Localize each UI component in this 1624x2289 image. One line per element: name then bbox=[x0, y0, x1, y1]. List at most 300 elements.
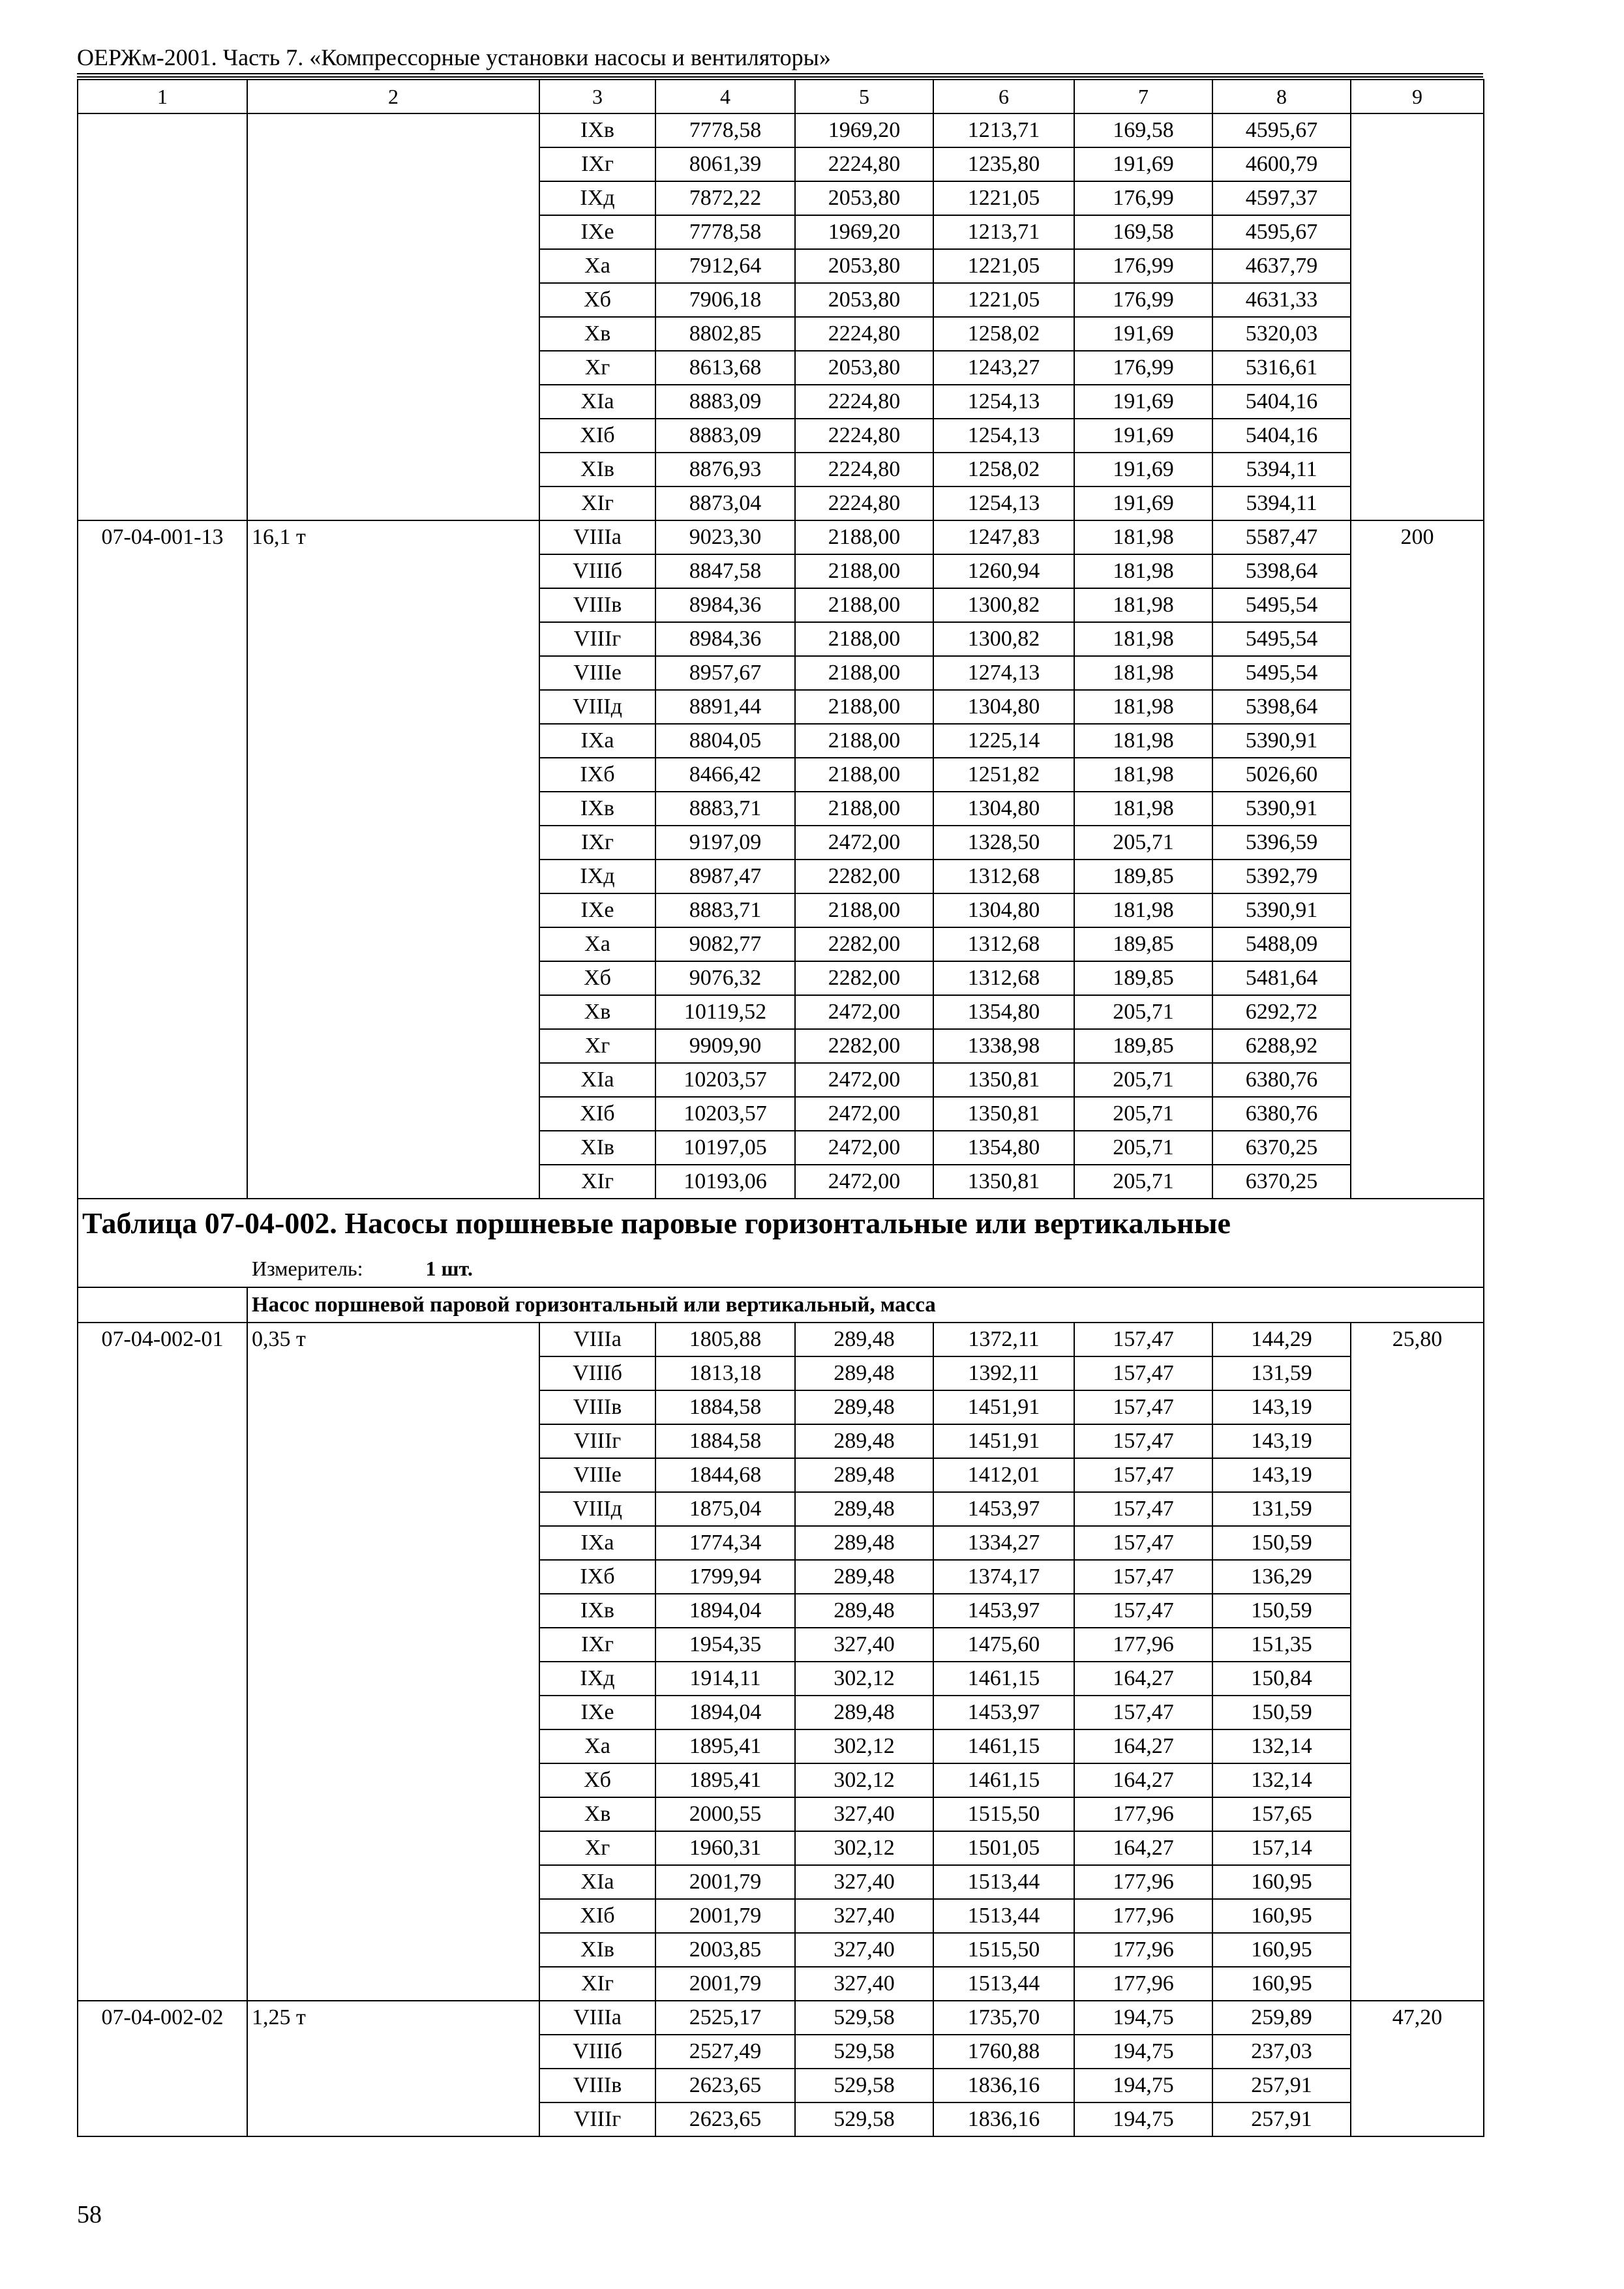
value-cell: 177,96 bbox=[1074, 1865, 1212, 1899]
value-cell: 302,12 bbox=[795, 1763, 933, 1797]
value-cell: 327,40 bbox=[795, 1628, 933, 1662]
value-cell: 5394,11 bbox=[1212, 453, 1351, 486]
value-cell: 2472,00 bbox=[795, 995, 933, 1029]
value-cell: 1243,27 bbox=[933, 351, 1074, 385]
value-cell: 2472,00 bbox=[795, 1063, 933, 1097]
value-cell: 164,27 bbox=[1074, 1662, 1212, 1696]
value-cell: 1334,27 bbox=[933, 1526, 1074, 1560]
value-cell: 205,71 bbox=[1074, 995, 1212, 1029]
value-cell: 1258,02 bbox=[933, 317, 1074, 351]
value-cell: 150,59 bbox=[1212, 1696, 1351, 1729]
zone-cell: IXд bbox=[539, 860, 655, 893]
value-cell: 2282,00 bbox=[795, 961, 933, 995]
value-cell: 2224,80 bbox=[795, 453, 933, 486]
header-rule bbox=[77, 76, 1483, 78]
value-cell: 7912,64 bbox=[655, 249, 795, 283]
value-cell: 8061,39 bbox=[655, 147, 795, 181]
value-cell: 1875,04 bbox=[655, 1492, 795, 1526]
value-cell: 157,65 bbox=[1212, 1797, 1351, 1831]
value-cell: 6380,76 bbox=[1212, 1063, 1351, 1097]
zone-cell: VIIIа bbox=[539, 1323, 655, 1356]
value-cell: 132,14 bbox=[1212, 1763, 1351, 1797]
value-cell: 10203,57 bbox=[655, 1097, 795, 1131]
value-cell: 289,48 bbox=[795, 1594, 933, 1628]
zone-cell: VIIIв bbox=[539, 588, 655, 622]
value-cell: 2003,85 bbox=[655, 1933, 795, 1967]
value-cell: 8873,04 bbox=[655, 486, 795, 520]
header-rule bbox=[77, 73, 1483, 74]
value-cell: 1453,97 bbox=[933, 1594, 1074, 1628]
value-cell: 6370,25 bbox=[1212, 1165, 1351, 1199]
zone-cell: XIа bbox=[539, 1063, 655, 1097]
value-cell: 8883,09 bbox=[655, 385, 795, 419]
value-cell: 8957,67 bbox=[655, 656, 795, 690]
value-cell: 1274,13 bbox=[933, 656, 1074, 690]
value-cell: 5398,64 bbox=[1212, 554, 1351, 588]
value-cell: 1254,13 bbox=[933, 486, 1074, 520]
zone-cell: VIIIг bbox=[539, 1424, 655, 1458]
value-cell: 1844,68 bbox=[655, 1458, 795, 1492]
value-cell: 191,69 bbox=[1074, 317, 1212, 351]
value-cell: 2472,00 bbox=[795, 1097, 933, 1131]
value-cell: 2282,00 bbox=[795, 860, 933, 893]
zone-cell: IXа bbox=[539, 1526, 655, 1560]
value-cell: 10203,57 bbox=[655, 1063, 795, 1097]
value-cell: 6380,76 bbox=[1212, 1097, 1351, 1131]
value-cell: 181,98 bbox=[1074, 893, 1212, 927]
value-cell: 2527,49 bbox=[655, 2035, 795, 2069]
value-cell: 1392,11 bbox=[933, 1356, 1074, 1390]
value-cell: 5404,16 bbox=[1212, 419, 1351, 453]
value-cell: 2472,00 bbox=[795, 826, 933, 860]
zone-cell: XIв bbox=[539, 1131, 655, 1165]
value-cell: 1304,80 bbox=[933, 690, 1074, 724]
value-cell: 8883,71 bbox=[655, 792, 795, 826]
value-cell: 1304,80 bbox=[933, 893, 1074, 927]
value-cell: 151,35 bbox=[1212, 1628, 1351, 1662]
value-cell: 5495,54 bbox=[1212, 588, 1351, 622]
zone-cell: VIIIд bbox=[539, 1492, 655, 1526]
value-cell: 289,48 bbox=[795, 1560, 933, 1594]
zone-cell: IXв bbox=[539, 113, 655, 147]
value-cell: 1221,05 bbox=[933, 283, 1074, 317]
value-cell: 302,12 bbox=[795, 1831, 933, 1865]
value-cell: 2472,00 bbox=[795, 1165, 933, 1199]
zone-cell: IXе bbox=[539, 893, 655, 927]
value-cell: 2188,00 bbox=[795, 690, 933, 724]
value-cell: 8883,09 bbox=[655, 419, 795, 453]
page-number: 58 bbox=[77, 2201, 102, 2228]
value-cell: 176,99 bbox=[1074, 351, 1212, 385]
value-cell: 1513,44 bbox=[933, 1899, 1074, 1933]
value-cell: 327,40 bbox=[795, 1865, 933, 1899]
rate-code bbox=[78, 113, 247, 520]
page-header: ОЕРЖм-2001. Часть 7. «Компрессорные установки насосы и вентиляторы» bbox=[77, 44, 831, 70]
value-cell: 5316,61 bbox=[1212, 351, 1351, 385]
value-cell: 157,47 bbox=[1074, 1696, 1212, 1729]
value-cell: 2224,80 bbox=[795, 147, 933, 181]
table-title: Таблица 07-04-002. Насосы поршневые паровые горизонтальные или вертикальные bbox=[82, 1206, 1231, 1240]
value-cell: 1254,13 bbox=[933, 385, 1074, 419]
value-cell: 4597,37 bbox=[1212, 181, 1351, 215]
value-cell: 1884,58 bbox=[655, 1390, 795, 1424]
value-cell: 1799,94 bbox=[655, 1560, 795, 1594]
value-cell: 5390,91 bbox=[1212, 893, 1351, 927]
zone-cell: Xа bbox=[539, 1729, 655, 1763]
value-cell: 2224,80 bbox=[795, 419, 933, 453]
value-cell: 10119,52 bbox=[655, 995, 795, 1029]
value-cell: 1260,94 bbox=[933, 554, 1074, 588]
value-cell: 1475,60 bbox=[933, 1628, 1074, 1662]
value-cell: 289,48 bbox=[795, 1696, 933, 1729]
value-cell: 2224,80 bbox=[795, 486, 933, 520]
value-cell: 1254,13 bbox=[933, 419, 1074, 453]
zone-cell: VIIIб bbox=[539, 2035, 655, 2069]
value-cell: 1304,80 bbox=[933, 792, 1074, 826]
zone-cell: XIг bbox=[539, 486, 655, 520]
value-cell: 8883,71 bbox=[655, 893, 795, 927]
value-cell: 9082,77 bbox=[655, 927, 795, 961]
zone-cell: Xб bbox=[539, 1763, 655, 1797]
value-cell: 160,95 bbox=[1212, 1967, 1351, 2001]
value-cell: 1451,91 bbox=[933, 1424, 1074, 1458]
value-cell: 177,96 bbox=[1074, 1933, 1212, 1967]
value-cell: 1235,80 bbox=[933, 147, 1074, 181]
rate-last-col: 47,20 bbox=[1351, 2001, 1484, 2136]
value-cell: 157,14 bbox=[1212, 1831, 1351, 1865]
value-cell: 181,98 bbox=[1074, 792, 1212, 826]
value-cell: 1954,35 bbox=[655, 1628, 795, 1662]
column-number: 1 bbox=[78, 80, 247, 113]
zone-cell: Xб bbox=[539, 961, 655, 995]
measure-cell bbox=[78, 1251, 1484, 1287]
zone-cell: Xв bbox=[539, 1797, 655, 1831]
value-cell: 4631,33 bbox=[1212, 283, 1351, 317]
value-cell: 2188,00 bbox=[795, 758, 933, 792]
value-cell: 2188,00 bbox=[795, 554, 933, 588]
value-cell: 1453,97 bbox=[933, 1492, 1074, 1526]
value-cell: 2282,00 bbox=[795, 927, 933, 961]
value-cell: 157,47 bbox=[1074, 1390, 1212, 1424]
value-cell: 529,58 bbox=[795, 2001, 933, 2035]
value-cell: 257,91 bbox=[1212, 2069, 1351, 2102]
value-cell: 189,85 bbox=[1074, 860, 1212, 893]
value-cell: 189,85 bbox=[1074, 927, 1212, 961]
table-row bbox=[78, 2001, 1484, 2035]
zone-cell: VIIIб bbox=[539, 1356, 655, 1390]
value-cell: 8984,36 bbox=[655, 622, 795, 656]
zone-cell: XIа bbox=[539, 1865, 655, 1899]
value-cell: 136,29 bbox=[1212, 1560, 1351, 1594]
value-cell: 1338,98 bbox=[933, 1029, 1074, 1063]
value-cell: 160,95 bbox=[1212, 1933, 1351, 1967]
value-cell: 177,96 bbox=[1074, 1967, 1212, 2001]
value-cell: 157,47 bbox=[1074, 1560, 1212, 1594]
value-cell: 1350,81 bbox=[933, 1063, 1074, 1097]
value-cell: 181,98 bbox=[1074, 758, 1212, 792]
zone-cell: IXг bbox=[539, 147, 655, 181]
value-cell: 6288,92 bbox=[1212, 1029, 1351, 1063]
zone-cell: XIб bbox=[539, 1899, 655, 1933]
value-cell: 157,47 bbox=[1074, 1594, 1212, 1628]
value-cell: 2623,65 bbox=[655, 2102, 795, 2136]
value-cell: 1213,71 bbox=[933, 215, 1074, 249]
value-cell: 181,98 bbox=[1074, 724, 1212, 758]
value-cell: 5404,16 bbox=[1212, 385, 1351, 419]
value-cell: 1453,97 bbox=[933, 1696, 1074, 1729]
value-cell: 302,12 bbox=[795, 1729, 933, 1763]
value-cell: 181,98 bbox=[1074, 622, 1212, 656]
value-cell: 1836,16 bbox=[933, 2102, 1074, 2136]
value-cell: 150,59 bbox=[1212, 1526, 1351, 1560]
value-cell: 327,40 bbox=[795, 1899, 933, 1933]
value-cell: 8891,44 bbox=[655, 690, 795, 724]
value-cell: 177,96 bbox=[1074, 1628, 1212, 1662]
value-cell: 1328,50 bbox=[933, 826, 1074, 860]
value-cell: 143,19 bbox=[1212, 1424, 1351, 1458]
rate-mass: 0,35 т bbox=[247, 1323, 539, 2001]
zone-cell: IXб bbox=[539, 758, 655, 792]
value-cell: 132,14 bbox=[1212, 1729, 1351, 1763]
value-cell: 1354,80 bbox=[933, 1131, 1074, 1165]
value-cell: 2188,00 bbox=[795, 724, 933, 758]
value-cell: 1350,81 bbox=[933, 1097, 1074, 1131]
table-row bbox=[78, 520, 1484, 554]
value-cell: 205,71 bbox=[1074, 1131, 1212, 1165]
value-cell: 6370,25 bbox=[1212, 1131, 1351, 1165]
value-cell: 5396,59 bbox=[1212, 826, 1351, 860]
rate-last-col bbox=[1351, 113, 1484, 520]
value-cell: 160,95 bbox=[1212, 1899, 1351, 1933]
zone-cell: XIб bbox=[539, 419, 655, 453]
value-cell: 157,47 bbox=[1074, 1458, 1212, 1492]
value-cell: 1805,88 bbox=[655, 1323, 795, 1356]
value-cell: 1461,15 bbox=[933, 1763, 1074, 1797]
value-cell: 5390,91 bbox=[1212, 724, 1351, 758]
value-cell: 176,99 bbox=[1074, 181, 1212, 215]
value-cell: 4595,67 bbox=[1212, 215, 1351, 249]
value-cell: 181,98 bbox=[1074, 656, 1212, 690]
value-cell: 1221,05 bbox=[933, 181, 1074, 215]
value-cell: 144,29 bbox=[1212, 1323, 1351, 1356]
value-cell: 529,58 bbox=[795, 2035, 933, 2069]
rate-mass: 1,25 т bbox=[247, 2001, 539, 2136]
zone-cell: XIв bbox=[539, 453, 655, 486]
value-cell: 5481,64 bbox=[1212, 961, 1351, 995]
value-cell: 2053,80 bbox=[795, 181, 933, 215]
zone-cell: IXе bbox=[539, 215, 655, 249]
rate-mass bbox=[247, 113, 539, 520]
value-cell: 8987,47 bbox=[655, 860, 795, 893]
zone-cell: VIIIв bbox=[539, 2069, 655, 2102]
zone-cell: IXб bbox=[539, 1560, 655, 1594]
value-cell: 205,71 bbox=[1074, 1063, 1212, 1097]
value-cell: 289,48 bbox=[795, 1424, 933, 1458]
zone-cell: VIIIб bbox=[539, 554, 655, 588]
value-cell: 8613,68 bbox=[655, 351, 795, 385]
value-cell: 327,40 bbox=[795, 1933, 933, 1967]
value-cell: 1312,68 bbox=[933, 927, 1074, 961]
value-cell: 189,85 bbox=[1074, 961, 1212, 995]
value-cell: 191,69 bbox=[1074, 453, 1212, 486]
zone-cell: Xг bbox=[539, 1029, 655, 1063]
value-cell: 205,71 bbox=[1074, 1165, 1212, 1199]
value-cell: 2001,79 bbox=[655, 1865, 795, 1899]
value-cell: 2525,17 bbox=[655, 2001, 795, 2035]
value-cell: 1884,58 bbox=[655, 1424, 795, 1458]
column-number: 8 bbox=[1212, 80, 1351, 113]
value-cell: 327,40 bbox=[795, 1797, 933, 1831]
value-cell: 5392,79 bbox=[1212, 860, 1351, 893]
zone-cell: VIIIа bbox=[539, 2001, 655, 2035]
zone-cell: VIIIг bbox=[539, 2102, 655, 2136]
value-cell: 181,98 bbox=[1074, 690, 1212, 724]
value-cell: 2001,79 bbox=[655, 1899, 795, 1933]
value-cell: 181,98 bbox=[1074, 588, 1212, 622]
zone-cell: XIг bbox=[539, 1967, 655, 2001]
rate-mass: 16,1 т bbox=[247, 520, 539, 1199]
value-cell: 289,48 bbox=[795, 1356, 933, 1390]
value-cell: 1461,15 bbox=[933, 1662, 1074, 1696]
zone-cell: IXд bbox=[539, 1662, 655, 1696]
value-cell: 2053,80 bbox=[795, 351, 933, 385]
value-cell: 169,58 bbox=[1074, 113, 1212, 147]
value-cell: 289,48 bbox=[795, 1492, 933, 1526]
value-cell: 2188,00 bbox=[795, 656, 933, 690]
value-cell: 7872,22 bbox=[655, 181, 795, 215]
zone-cell: Xг bbox=[539, 351, 655, 385]
value-cell: 191,69 bbox=[1074, 147, 1212, 181]
value-cell: 4600,79 bbox=[1212, 147, 1351, 181]
value-cell: 176,99 bbox=[1074, 249, 1212, 283]
value-cell: 9909,90 bbox=[655, 1029, 795, 1063]
value-cell: 191,69 bbox=[1074, 385, 1212, 419]
column-number: 2 bbox=[247, 80, 539, 113]
value-cell: 157,47 bbox=[1074, 1492, 1212, 1526]
table-title-row bbox=[78, 1199, 1484, 1251]
value-cell: 1372,11 bbox=[933, 1323, 1074, 1356]
value-cell: 1895,41 bbox=[655, 1763, 795, 1797]
zone-cell: XIа bbox=[539, 385, 655, 419]
table-row bbox=[78, 1323, 1484, 1356]
value-cell: 194,75 bbox=[1074, 2102, 1212, 2136]
table-title-cell bbox=[78, 1199, 1484, 1251]
rate-last-col: 25,80 bbox=[1351, 1323, 1484, 2001]
value-cell: 1513,44 bbox=[933, 1865, 1074, 1899]
value-cell: 8804,05 bbox=[655, 724, 795, 758]
value-cell: 1461,15 bbox=[933, 1729, 1074, 1763]
value-cell: 6292,72 bbox=[1212, 995, 1351, 1029]
value-cell: 2623,65 bbox=[655, 2069, 795, 2102]
value-cell: 169,58 bbox=[1074, 215, 1212, 249]
value-cell: 2188,00 bbox=[795, 622, 933, 656]
value-cell: 1225,14 bbox=[933, 724, 1074, 758]
value-cell: 4595,67 bbox=[1212, 113, 1351, 147]
value-cell: 1960,31 bbox=[655, 1831, 795, 1865]
value-cell: 5495,54 bbox=[1212, 656, 1351, 690]
column-number: 5 bbox=[795, 80, 933, 113]
rate-code: 07-04-002-02 bbox=[78, 2001, 247, 2136]
value-cell: 1312,68 bbox=[933, 961, 1074, 995]
value-cell: 1350,81 bbox=[933, 1165, 1074, 1199]
zone-cell: XIг bbox=[539, 1165, 655, 1199]
value-cell: 1760,88 bbox=[933, 2035, 1074, 2069]
zone-cell: IXв bbox=[539, 1594, 655, 1628]
value-cell: 157,47 bbox=[1074, 1323, 1212, 1356]
value-cell: 2188,00 bbox=[795, 588, 933, 622]
value-cell: 7778,58 bbox=[655, 113, 795, 147]
value-cell: 4637,79 bbox=[1212, 249, 1351, 283]
column-number: 6 bbox=[933, 80, 1074, 113]
value-cell: 2472,00 bbox=[795, 1131, 933, 1165]
value-cell: 191,69 bbox=[1074, 486, 1212, 520]
value-cell: 327,40 bbox=[795, 1967, 933, 2001]
value-cell: 10193,06 bbox=[655, 1165, 795, 1199]
value-cell: 164,27 bbox=[1074, 1729, 1212, 1763]
value-cell: 2188,00 bbox=[795, 520, 933, 554]
value-cell: 8802,85 bbox=[655, 317, 795, 351]
value-cell: 259,89 bbox=[1212, 2001, 1351, 2035]
value-cell: 1914,11 bbox=[655, 1662, 795, 1696]
zone-cell: IXд bbox=[539, 181, 655, 215]
value-cell: 194,75 bbox=[1074, 2069, 1212, 2102]
value-cell: 176,99 bbox=[1074, 283, 1212, 317]
zone-cell: VIIIе bbox=[539, 1458, 655, 1492]
value-cell: 160,95 bbox=[1212, 1865, 1351, 1899]
zone-cell: VIIIе bbox=[539, 656, 655, 690]
value-cell: 1451,91 bbox=[933, 1390, 1074, 1424]
value-cell: 7778,58 bbox=[655, 215, 795, 249]
value-cell: 8876,93 bbox=[655, 453, 795, 486]
column-number: 4 bbox=[655, 80, 795, 113]
zone-cell: VIIIг bbox=[539, 622, 655, 656]
zone-cell: Xв bbox=[539, 995, 655, 1029]
value-cell: 5394,11 bbox=[1212, 486, 1351, 520]
value-cell: 131,59 bbox=[1212, 1356, 1351, 1390]
zone-cell: VIIIв bbox=[539, 1390, 655, 1424]
value-cell: 5390,91 bbox=[1212, 792, 1351, 826]
column-number: 9 bbox=[1351, 80, 1484, 113]
value-cell: 1895,41 bbox=[655, 1729, 795, 1763]
value-cell: 194,75 bbox=[1074, 2001, 1212, 2035]
value-cell: 1894,04 bbox=[655, 1696, 795, 1729]
value-cell: 157,47 bbox=[1074, 1424, 1212, 1458]
value-cell: 1894,04 bbox=[655, 1594, 795, 1628]
zone-cell: IXг bbox=[539, 1628, 655, 1662]
zone-cell: IXа bbox=[539, 724, 655, 758]
value-cell: 7906,18 bbox=[655, 283, 795, 317]
value-cell: 2053,80 bbox=[795, 249, 933, 283]
value-cell: 8847,58 bbox=[655, 554, 795, 588]
value-cell: 205,71 bbox=[1074, 1097, 1212, 1131]
value-cell: 2224,80 bbox=[795, 317, 933, 351]
value-cell: 1735,70 bbox=[933, 2001, 1074, 2035]
value-cell: 131,59 bbox=[1212, 1492, 1351, 1526]
section-row bbox=[78, 1287, 1484, 1323]
rate-code: 07-04-002-01 bbox=[78, 1323, 247, 2001]
value-cell: 1813,18 bbox=[655, 1356, 795, 1390]
value-cell: 1251,82 bbox=[933, 758, 1074, 792]
zone-cell: XIв bbox=[539, 1933, 655, 1967]
value-cell: 1300,82 bbox=[933, 622, 1074, 656]
value-cell: 150,84 bbox=[1212, 1662, 1351, 1696]
value-cell: 9076,32 bbox=[655, 961, 795, 995]
value-cell: 5495,54 bbox=[1212, 622, 1351, 656]
value-cell: 8984,36 bbox=[655, 588, 795, 622]
value-cell: 237,03 bbox=[1212, 2035, 1351, 2069]
rate-code: 07-04-001-13 bbox=[78, 520, 247, 1199]
value-cell: 1836,16 bbox=[933, 2069, 1074, 2102]
